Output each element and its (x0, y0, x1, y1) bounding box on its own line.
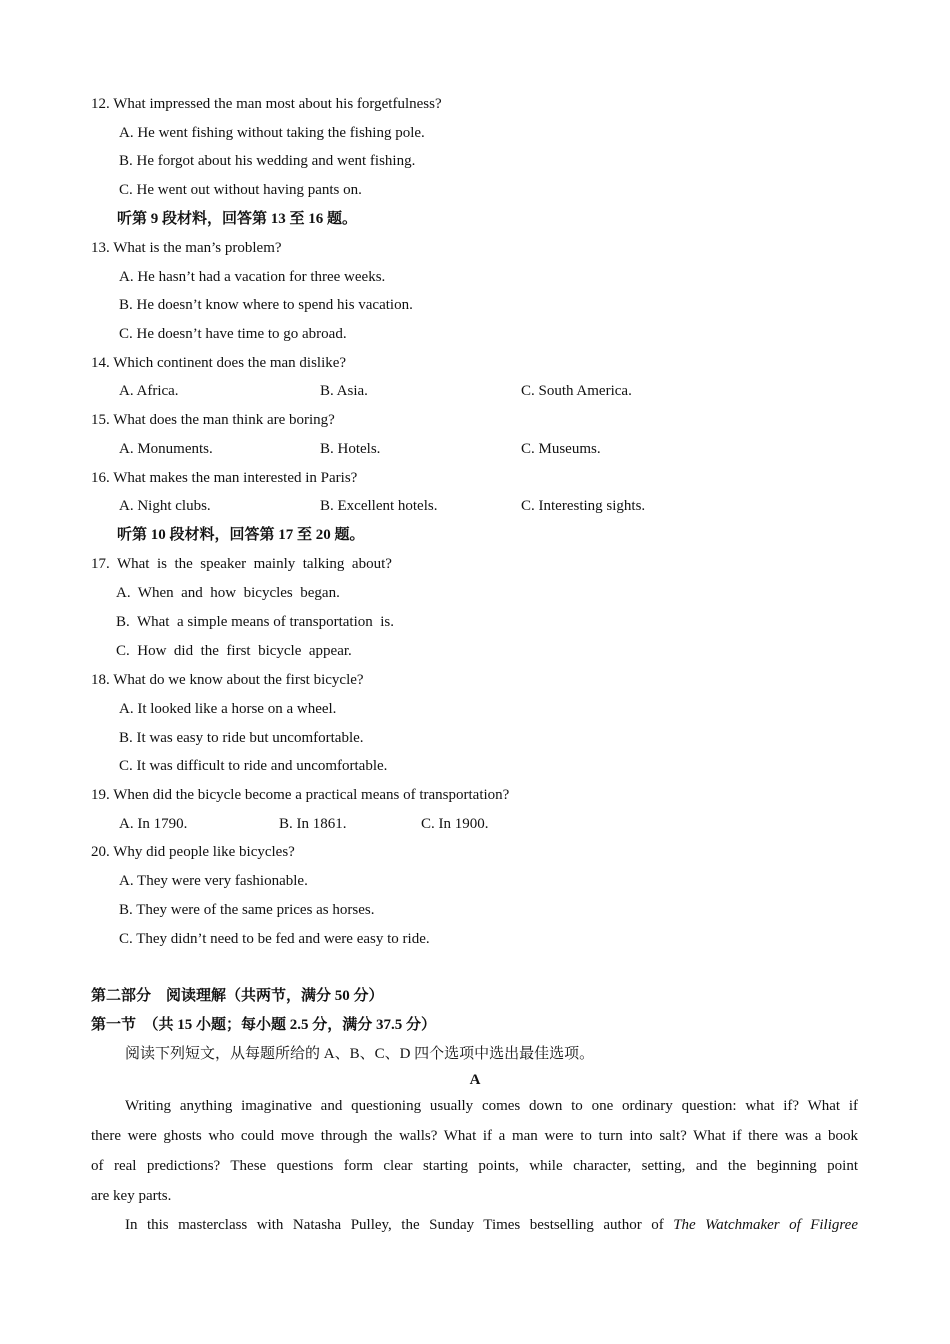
section-10-heading: 听第 10 段材料，回答第 17 至 20 题。 (117, 527, 365, 543)
question-13: 13. What is the man’s problem? (91, 240, 282, 256)
book-title: The Watchmaker of Filigree (673, 1217, 858, 1233)
option-12-b: B. He forgot about his wedding and went fishing. (119, 153, 416, 169)
question-19: 19. When did the bicycle become a practical means of transportation? (91, 787, 510, 803)
passage-line: of real predictions? These questions form clear starting points, while character, setting, and the beginning point (91, 1158, 858, 1174)
option-12-c: C. He went out without having pants on. (119, 182, 362, 198)
option-18-b: B. It was easy to ride but uncomfortable. (119, 730, 364, 746)
option-17-c: C. How did the first bicycle appear. (116, 643, 352, 659)
passage-text: In this masterclass with Natasha Pulley, the Sunday Times bestselling author of (125, 1217, 674, 1233)
passage-line: Writing anything imaginative and questioning usually comes down to one ordinary question: what if? What if (125, 1098, 858, 1114)
passage-line: there were ghosts who could move through the walls? What if a man were to turn into salt? What if there was a book (91, 1128, 858, 1144)
part-2-section-1-heading: 第一节 （共 15 小题；每小题 2.5 分，满分 37.5 分） (91, 1017, 437, 1033)
option-13-b: B. He doesn’t know where to spend his vacation. (119, 297, 413, 313)
option-20-c: C. They didn’t need to be fed and were easy to ride. (119, 931, 430, 947)
passage-line: are key parts. (91, 1188, 172, 1204)
option-16-c: C. Interesting sights. (521, 498, 646, 514)
option-20-a: A. They were very fashionable. (119, 873, 308, 889)
option-17-b: B. What a simple means of transportation is. (116, 614, 395, 630)
question-12: 12. What impressed the man most about his forgetfulness? (91, 96, 442, 112)
option-18-c: C. It was difficult to ride and uncomfortable. (119, 758, 388, 774)
option-20-b: B. They were of the same prices as horses. (119, 902, 375, 918)
option-14-c: C. South America. (521, 383, 632, 399)
option-19-b: B. In 1861. (279, 816, 347, 832)
option-19-c: C. In 1900. (421, 816, 489, 832)
option-14-b: B. Asia. (320, 383, 368, 399)
question-20: 20. Why did people like bicycles? (91, 844, 295, 860)
question-18: 18. What do we know about the first bicycle? (91, 672, 364, 688)
option-13-c: C. He doesn’t have time to go abroad. (119, 326, 347, 342)
option-14-a: A. Africa. (119, 383, 179, 399)
reading-instruction: 阅读下列短文，从每题所给的 A、B、C、D 四个选项中选出最佳选项。 (125, 1046, 595, 1062)
option-16-a: A. Night clubs. (119, 498, 211, 514)
question-15: 15. What does the man think are boring? (91, 412, 335, 428)
option-15-b: B. Hotels. (320, 441, 381, 457)
passage-label: A (469, 1072, 481, 1088)
option-12-a: A. He went fishing without taking the fishing pole. (119, 125, 425, 141)
option-13-a: A. He hasn’t had a vacation for three weeks. (119, 269, 386, 285)
option-19-a: A. In 1790. (119, 816, 188, 832)
part-2-title: 第二部分 阅读理解（共两节，满分 50 分） (91, 988, 384, 1004)
option-15-c: C. Museums. (521, 441, 601, 457)
question-16: 16. What makes the man interested in Paris? (91, 470, 358, 486)
section-9-heading: 听第 9 段材料，回答第 13 至 16 题。 (117, 211, 358, 227)
question-17: 17. What is the speaker mainly talking about? (91, 556, 392, 572)
question-14: 14. Which continent does the man dislike? (91, 355, 347, 371)
option-18-a: A. It looked like a horse on a wheel. (119, 701, 337, 717)
option-16-b: B. Excellent hotels. (320, 498, 438, 514)
option-17-a: A. When and how bicycles began. (116, 585, 340, 601)
passage-line (91, 1210, 858, 1240)
option-15-a: A. Monuments. (119, 441, 213, 457)
